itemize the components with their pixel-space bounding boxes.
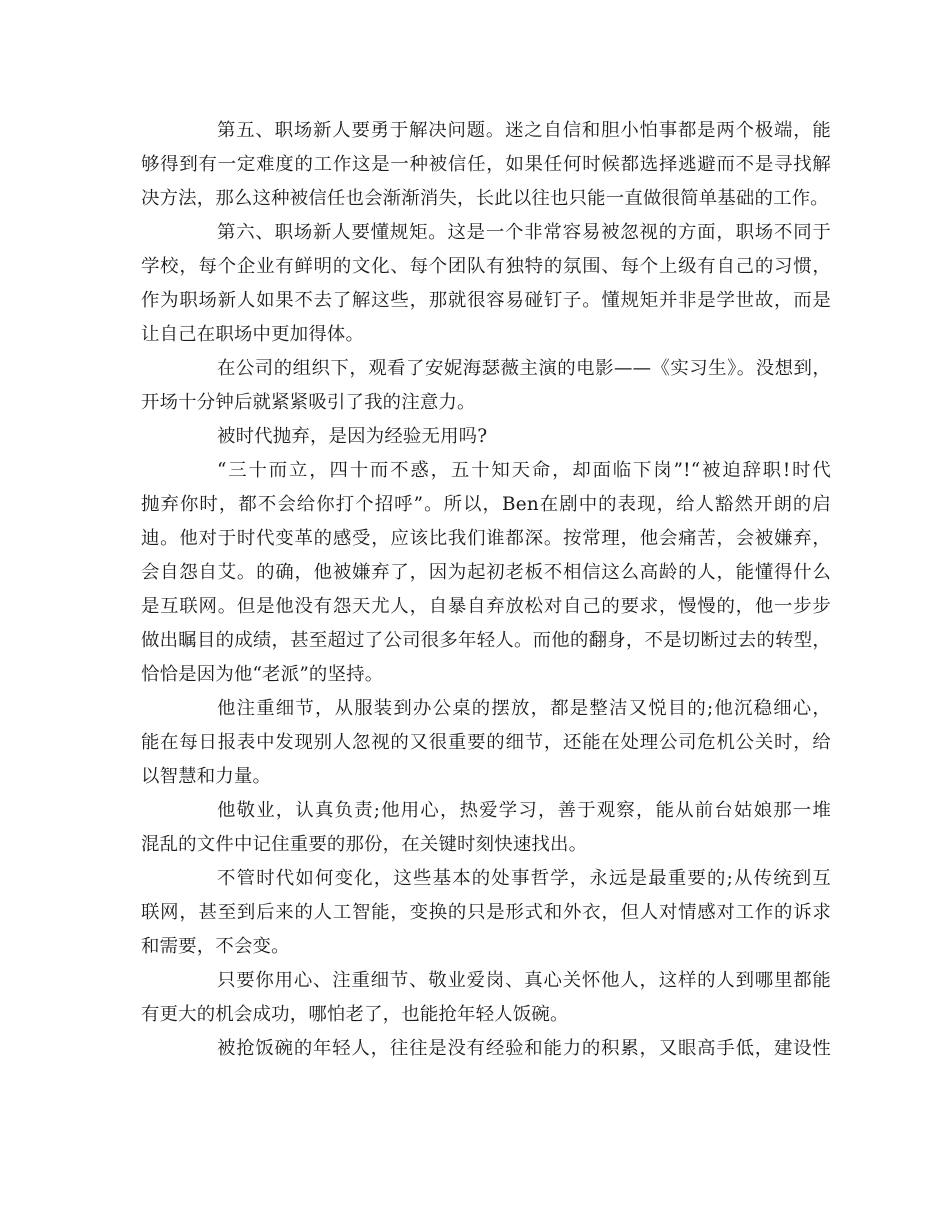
paragraph-philosophy: [141, 862, 831, 964]
text-line: 会自怨自艾。的确，他被嫌弃了，因为起初老板不相信这么高龄的人，能懂得什么: [141, 562, 831, 583]
paragraph-ben-story: [141, 454, 831, 692]
paragraph-movie-intro: [141, 352, 831, 420]
paragraph-attention-to-detail: [141, 692, 831, 794]
paragraph-dedication: [141, 794, 831, 862]
text-line: 恰恰是因为他“老派”的坚持。: [141, 664, 384, 685]
text-line: 在公司的组织下，观看了安妮海瑟薇主演的电影——《实习生》。没想到，: [217, 358, 831, 379]
paragraph-question-heading: [141, 420, 831, 454]
text-line: 让自己在职场中更加得体。: [141, 324, 365, 345]
text-line: 只要你用心、注重细节、敬业爱岗、真心关怀他人，这样的人到哪里都能: [217, 970, 831, 991]
text-line: 以智慧和力量。: [141, 766, 272, 787]
paragraph-workplace-rule-6: [141, 216, 831, 352]
text-line: 第五、职场新人要勇于解决问题。迷之自信和胆小怕事都是两个极端，能: [217, 120, 831, 141]
document-body: [141, 114, 831, 1066]
text-line: 抛弃你时，都不会给你打个招呼”。所以，Ben在剧中的表现，给人豁然开朗的启: [141, 494, 831, 515]
text-line: 做出瞩目的成绩，甚至超过了公司很多年轻人。而他的翻身，不是切断过去的转型，: [141, 630, 831, 651]
paragraph-workplace-rule-5: [141, 114, 831, 216]
text-line: “三十而立，四十而不惑，五十知天命，却面临下岗”!“被迫辞职!时代: [217, 460, 831, 481]
text-line: 和需要，不会变。: [141, 936, 290, 957]
text-line: 迪。他对于时代变革的感受，应该比我们谁都深。按常理，他会痛苦，会被嫌弃，: [141, 528, 831, 549]
paragraph-success: [141, 964, 831, 1032]
text-line: 是互联网。但是他没有怨天尤人，自暴自弃放松对自己的要求，慢慢的，他一步步: [141, 596, 831, 617]
text-line: 决方法，那么这种被信任也会渐渐消失，长此以往也只能一直做很简单基础的工作。: [141, 188, 829, 209]
text-line: 有更大的机会成功，哪怕老了，也能抢年轻人饭碗。: [141, 1004, 569, 1025]
text-line: 作为职场新人如果不去了解这些，那就很容易碰钉子。懂规矩并非是学世故，而是: [141, 290, 831, 311]
text-line: 联网，甚至到后来的人工智能，变换的只是形式和外衣，但人对情感对工作的诉求: [141, 902, 831, 923]
text-line: 开场十分钟后就紧紧吸引了我的注意力。: [141, 392, 476, 413]
text-line: 混乱的文件中记住重要的那份，在关键时刻快速找出。: [141, 834, 588, 855]
text-line: 第六、职场新人要懂规矩。这是一个非常容易被忽视的方面，职场不同于: [217, 222, 831, 243]
text-line: 被时代抛弃，是因为经验无用吗?: [217, 426, 488, 447]
text-line: 被抢饭碗的年轻人，往往是没有经验和能力的积累，又眼高手低，建设性: [217, 1038, 831, 1059]
paragraph-young-people: [141, 1032, 831, 1066]
text-line: 够得到有一定难度的工作这是一种被信任，如果任何时候都选择逃避而不是寻找解: [141, 154, 831, 175]
text-line: 学校，每个企业有鲜明的文化、每个团队有独特的氛围、每个上级有自己的习惯，: [141, 256, 831, 277]
text-line: 不管时代如何变化，这些基本的处事哲学，永远是最重要的;从传统到互: [217, 868, 831, 889]
text-line: 他敬业，认真负责;他用心，热爱学习，善于观察，能从前台姑娘那一堆: [217, 800, 831, 821]
text-line: 他注重细节，从服装到办公桌的摆放，都是整洁又悦目的;他沉稳细心，: [217, 698, 831, 719]
text-line: 能在每日报表中发现别人忽视的又很重要的细节，还能在处理公司危机公关时，给: [141, 732, 831, 753]
